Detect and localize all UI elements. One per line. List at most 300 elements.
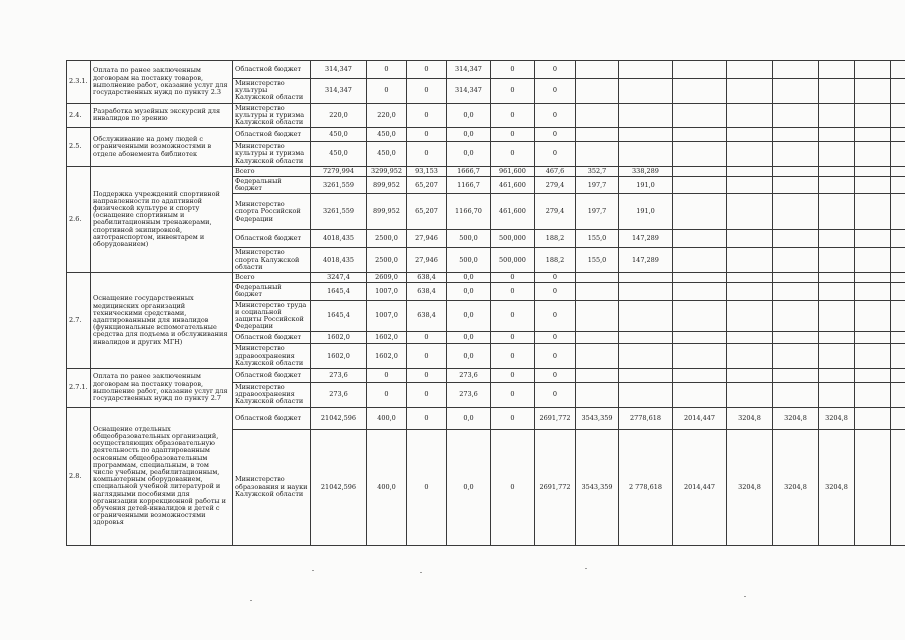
value-cell: 0 [407, 407, 447, 429]
table-row [67, 128, 905, 142]
table-row [67, 61, 905, 79]
value-cell: 0 [535, 61, 576, 79]
value-cell: 0 [535, 128, 576, 142]
value-cell: 0 [491, 344, 535, 369]
value-cell [673, 128, 727, 142]
value-cell [619, 369, 673, 383]
value-cell: 0 [535, 300, 576, 332]
value-cell [773, 369, 819, 383]
value-cell [891, 230, 905, 248]
value-cell [819, 300, 855, 332]
value-cell: 638,4 [407, 283, 447, 300]
funding-source: Областной бюджет [233, 369, 311, 383]
value-cell [619, 300, 673, 332]
value-cell: 273,6 [311, 369, 367, 383]
scan-speck [312, 570, 314, 571]
value-cell [891, 61, 905, 79]
value-cell [773, 230, 819, 248]
value-cell: 0,0 [447, 128, 491, 142]
value-cell [773, 128, 819, 142]
value-cell [891, 429, 905, 545]
value-cell: 2778,618 [619, 407, 673, 429]
value-cell [819, 79, 855, 104]
value-cell: 65,207 [407, 194, 447, 230]
value-cell: 314,347 [311, 61, 367, 79]
value-cell: 899,952 [367, 177, 407, 194]
value-cell [773, 103, 819, 128]
value-cell [727, 128, 773, 142]
row-code: 2.8. [67, 407, 91, 545]
value-cell [891, 103, 905, 128]
value-cell [773, 300, 819, 332]
value-cell [619, 103, 673, 128]
value-cell: 3204,8 [727, 429, 773, 545]
value-cell: 500,0 [447, 230, 491, 248]
funding-source: Федеральный бюджет [233, 283, 311, 300]
value-cell [891, 177, 905, 194]
value-cell [673, 177, 727, 194]
value-cell [673, 273, 727, 283]
value-cell: 0 [407, 369, 447, 383]
value-cell: 65,207 [407, 177, 447, 194]
value-cell: 0 [491, 61, 535, 79]
value-cell: 3299,952 [367, 166, 407, 176]
value-cell: 0 [535, 273, 576, 283]
funding-source: Министерство образования и науки Калужской области [233, 429, 311, 545]
value-cell: 1645,4 [311, 283, 367, 300]
value-cell: 314,347 [447, 79, 491, 104]
value-cell: 155,0 [576, 230, 619, 248]
value-cell: 0 [491, 103, 535, 128]
value-cell: 0 [407, 332, 447, 344]
value-cell [576, 344, 619, 369]
value-cell: 0 [407, 61, 447, 79]
value-cell: 450,0 [367, 128, 407, 142]
value-cell [855, 273, 891, 283]
value-cell [855, 332, 891, 344]
funding-source: Всего [233, 273, 311, 283]
value-cell: 3204,8 [819, 429, 855, 545]
row-description: Оснащение государственных медицинских организаций техническими средствами, адаптированными для инвалидов (функциональные вспомогательные средства для подъема и обслуживания инвалидов и других МГН) [91, 273, 233, 369]
value-cell [727, 300, 773, 332]
value-cell [727, 194, 773, 230]
budget-table [66, 60, 905, 546]
value-cell: 467,6 [535, 166, 576, 176]
funding-source: Областной бюджет [233, 332, 311, 344]
value-cell: 3261,559 [311, 194, 367, 230]
value-cell: 3204,8 [819, 407, 855, 429]
value-cell: 0 [407, 128, 447, 142]
value-cell: 899,952 [367, 194, 407, 230]
value-cell [727, 230, 773, 248]
value-cell [891, 273, 905, 283]
value-cell: 0 [491, 142, 535, 167]
value-cell [673, 332, 727, 344]
value-cell: 0 [491, 369, 535, 383]
value-cell: 0,0 [447, 283, 491, 300]
value-cell: 273,6 [311, 383, 367, 408]
value-cell [855, 383, 891, 408]
value-cell [727, 142, 773, 167]
table-row [67, 369, 905, 383]
value-cell [576, 61, 619, 79]
value-cell [891, 407, 905, 429]
value-cell [619, 344, 673, 369]
value-cell: 21042,596 [311, 429, 367, 545]
value-cell [576, 142, 619, 167]
value-cell: 2014,447 [673, 407, 727, 429]
value-cell: 500,000 [491, 230, 535, 248]
value-cell: 0 [491, 273, 535, 283]
row-code: 2.6. [67, 166, 91, 272]
row-code: 2.4. [67, 103, 91, 128]
value-cell [673, 248, 727, 273]
value-cell [819, 177, 855, 194]
value-cell: 191,0 [619, 177, 673, 194]
value-cell: 155,0 [576, 248, 619, 273]
value-cell: 3204,8 [773, 429, 819, 545]
value-cell: 0 [491, 332, 535, 344]
funding-source: Всего [233, 166, 311, 176]
funding-source: Министерство труда и социальной защиты Российской Федерации [233, 300, 311, 332]
value-cell: 0,0 [447, 300, 491, 332]
value-cell: 1602,0 [311, 332, 367, 344]
value-cell [891, 344, 905, 369]
value-cell [619, 283, 673, 300]
value-cell [619, 79, 673, 104]
value-cell [673, 103, 727, 128]
value-cell: 279,4 [535, 177, 576, 194]
value-cell [891, 248, 905, 273]
value-cell: 1602,0 [311, 344, 367, 369]
row-description: Оснащение отдельных общеобразовательных организаций, осуществляющих образовательную деятельность по адаптированным основным общеобразовательным программам, специальным, в том числе учебным, реабилитационным, компьютерным оборудованием, специальной учебной литературой и наглядными пособиями для организации коррекционной работы и обучения детей-инвалидов и детей с ограниченными возможностями здоровья [91, 407, 233, 545]
value-cell: 0 [407, 429, 447, 545]
value-cell [855, 103, 891, 128]
value-cell: 961,600 [491, 166, 535, 176]
value-cell [891, 383, 905, 408]
value-cell: 1007,0 [367, 283, 407, 300]
value-cell: 2 778,618 [619, 429, 673, 545]
value-cell: 0 [535, 369, 576, 383]
value-cell [773, 142, 819, 167]
value-cell: 0 [407, 344, 447, 369]
value-cell: 220,0 [367, 103, 407, 128]
value-cell [819, 194, 855, 230]
value-cell: 0 [491, 79, 535, 104]
value-cell [819, 230, 855, 248]
value-cell [727, 166, 773, 176]
value-cell: 188,2 [535, 248, 576, 273]
value-cell [855, 369, 891, 383]
table-row [67, 103, 905, 128]
value-cell [819, 332, 855, 344]
value-cell [855, 61, 891, 79]
value-cell [576, 103, 619, 128]
value-cell [727, 273, 773, 283]
value-cell [727, 344, 773, 369]
row-code: 2.5. [67, 128, 91, 167]
value-cell: 0 [491, 300, 535, 332]
value-cell [727, 248, 773, 273]
value-cell [819, 344, 855, 369]
value-cell [773, 248, 819, 273]
value-cell: 0 [367, 383, 407, 408]
funding-source: Министерство культуры и туризма Калужской области [233, 103, 311, 128]
value-cell [891, 369, 905, 383]
scan-speck [420, 572, 422, 573]
value-cell [673, 283, 727, 300]
value-cell [819, 166, 855, 176]
value-cell [855, 79, 891, 104]
value-cell: 0 [491, 128, 535, 142]
value-cell: 450,0 [311, 142, 367, 167]
value-cell: 0 [407, 142, 447, 167]
value-cell [855, 300, 891, 332]
value-cell [891, 166, 905, 176]
value-cell: 4018,435 [311, 230, 367, 248]
value-cell: 0,0 [447, 407, 491, 429]
row-code: 2.7. [67, 273, 91, 369]
value-cell [773, 79, 819, 104]
value-cell: 3204,8 [727, 407, 773, 429]
value-cell: 450,0 [311, 128, 367, 142]
funding-source: Министерство здравоохранения Калужской области [233, 383, 311, 408]
value-cell [819, 283, 855, 300]
value-cell: 21042,596 [311, 407, 367, 429]
value-cell [619, 61, 673, 79]
funding-source: Министерство спорта Российской Федерации [233, 194, 311, 230]
value-cell: 400,0 [367, 429, 407, 545]
funding-source: Министерство спорта Калужской области [233, 248, 311, 273]
value-cell [673, 383, 727, 408]
scan-speck [744, 596, 746, 597]
scan-speck [585, 568, 587, 569]
value-cell [819, 369, 855, 383]
value-cell: 0 [535, 344, 576, 369]
value-cell [773, 61, 819, 79]
value-cell [673, 369, 727, 383]
row-description: Оплата по ранее заключенным договорам на поставку товаров, выполнение работ, оказание услуг для государственных нужд по пункту 2.7 [91, 369, 233, 408]
value-cell: 352,7 [576, 166, 619, 176]
value-cell [673, 79, 727, 104]
value-cell: 273,6 [447, 369, 491, 383]
value-cell [855, 344, 891, 369]
value-cell: 1166,7 [447, 177, 491, 194]
value-cell: 0 [535, 103, 576, 128]
value-cell: 0,0 [447, 429, 491, 545]
value-cell [727, 283, 773, 300]
value-cell: 314,347 [311, 79, 367, 104]
value-cell: 1007,0 [367, 300, 407, 332]
funding-source: Министерство культуры и туризма Калужской области [233, 142, 311, 167]
value-cell [773, 332, 819, 344]
value-cell [819, 128, 855, 142]
row-description: Разработка музейных экскурсий для инвалидов по зрению [91, 103, 233, 128]
value-cell [619, 273, 673, 283]
value-cell: 197,7 [576, 177, 619, 194]
value-cell [819, 273, 855, 283]
table-row [67, 407, 905, 429]
value-cell: 0,0 [447, 142, 491, 167]
value-cell: 1602,0 [367, 344, 407, 369]
table-row [67, 273, 905, 283]
value-cell [576, 79, 619, 104]
value-cell [727, 332, 773, 344]
value-cell: 27,946 [407, 248, 447, 273]
value-cell [727, 383, 773, 408]
value-cell [576, 332, 619, 344]
funding-source: Областной бюджет [233, 407, 311, 429]
funding-source: Областной бюджет [233, 230, 311, 248]
value-cell [576, 300, 619, 332]
value-cell: 273,6 [447, 383, 491, 408]
value-cell: 0 [367, 79, 407, 104]
value-cell [891, 300, 905, 332]
funding-source: Федеральный бюджет [233, 177, 311, 194]
funding-source: Областной бюджет [233, 128, 311, 142]
value-cell: 0 [535, 283, 576, 300]
funding-source: Областной бюджет [233, 61, 311, 79]
value-cell: 0 [407, 383, 447, 408]
value-cell: 2609,0 [367, 273, 407, 283]
value-cell [773, 383, 819, 408]
value-cell: 27,946 [407, 230, 447, 248]
value-cell [773, 177, 819, 194]
value-cell: 3247,4 [311, 273, 367, 283]
value-cell: 197,7 [576, 194, 619, 230]
value-cell: 1666,7 [447, 166, 491, 176]
value-cell: 0 [407, 103, 447, 128]
value-cell [855, 177, 891, 194]
value-cell [819, 248, 855, 273]
value-cell: 279,4 [535, 194, 576, 230]
funding-source: Министерство культуры Калужской области [233, 79, 311, 104]
value-cell [773, 273, 819, 283]
value-cell: 0 [491, 383, 535, 408]
value-cell: 2691,772 [535, 429, 576, 545]
value-cell [855, 128, 891, 142]
table-body [67, 61, 905, 546]
value-cell [773, 283, 819, 300]
value-cell [819, 103, 855, 128]
value-cell [673, 344, 727, 369]
value-cell: 0 [535, 142, 576, 167]
value-cell [773, 344, 819, 369]
value-cell [673, 230, 727, 248]
value-cell: 3204,8 [773, 407, 819, 429]
value-cell: 0 [491, 283, 535, 300]
value-cell [673, 300, 727, 332]
value-cell: 7279,994 [311, 166, 367, 176]
value-cell [773, 194, 819, 230]
row-description: Поддержка учреждений спортивной направленности по адаптивной физической культуре и спорту (оснащение спортивным и реабилитационным тренажерами, спортивной экипировкой, автотранспортом, инвентарем и оборудованием) [91, 166, 233, 272]
value-cell: 338,289 [619, 166, 673, 176]
value-cell: 188,2 [535, 230, 576, 248]
value-cell: 2500,0 [367, 230, 407, 248]
value-cell [855, 248, 891, 273]
value-cell [891, 142, 905, 167]
scan-speck [250, 600, 252, 601]
value-cell [819, 61, 855, 79]
value-cell: 1602,0 [367, 332, 407, 344]
value-cell: 461,600 [491, 177, 535, 194]
value-cell [891, 283, 905, 300]
value-cell [855, 283, 891, 300]
value-cell [619, 332, 673, 344]
value-cell: 0 [491, 429, 535, 545]
value-cell: 191,0 [619, 194, 673, 230]
value-cell: 3543,359 [576, 429, 619, 545]
value-cell: 0 [491, 407, 535, 429]
value-cell: 500,0 [447, 248, 491, 273]
value-cell: 0 [407, 79, 447, 104]
value-cell: 4018,435 [311, 248, 367, 273]
value-cell: 93,153 [407, 166, 447, 176]
value-cell [727, 177, 773, 194]
value-cell: 0 [535, 383, 576, 408]
row-code: 2.7.1. [67, 369, 91, 408]
value-cell: 500,000 [491, 248, 535, 273]
value-cell: 0 [535, 79, 576, 104]
value-cell [673, 166, 727, 176]
value-cell [576, 273, 619, 283]
value-cell: 147,289 [619, 230, 673, 248]
value-cell: 0,0 [447, 273, 491, 283]
value-cell: 400,0 [367, 407, 407, 429]
value-cell [855, 230, 891, 248]
value-cell [891, 332, 905, 344]
value-cell [819, 383, 855, 408]
table-row [67, 166, 905, 176]
row-description: Оплата по ранее заключенным договорам на поставку товаров, выполнение работ, оказание услуг для государственных нужд по пункту 2.3 [91, 61, 233, 104]
value-cell [773, 166, 819, 176]
value-cell [576, 369, 619, 383]
value-cell: 1645,4 [311, 300, 367, 332]
value-cell: 2691,772 [535, 407, 576, 429]
value-cell [619, 128, 673, 142]
value-cell [891, 194, 905, 230]
value-cell: 2014,447 [673, 429, 727, 545]
value-cell: 314,347 [447, 61, 491, 79]
value-cell [855, 166, 891, 176]
funding-source: Министерство здравоохранения Калужской области [233, 344, 311, 369]
value-cell: 1166,70 [447, 194, 491, 230]
value-cell: 638,4 [407, 300, 447, 332]
value-cell [619, 383, 673, 408]
row-code: 2.3.1. [67, 61, 91, 104]
value-cell [855, 407, 891, 429]
value-cell [576, 283, 619, 300]
value-cell [855, 142, 891, 167]
value-cell [727, 369, 773, 383]
value-cell: 147,289 [619, 248, 673, 273]
value-cell [727, 79, 773, 104]
value-cell [619, 142, 673, 167]
row-description: Обслуживание на дому людей с ограниченными возможностями в отделе абонемента библиотек [91, 128, 233, 167]
value-cell: 0 [535, 332, 576, 344]
value-cell [855, 429, 891, 545]
value-cell: 461,600 [491, 194, 535, 230]
value-cell: 0 [367, 369, 407, 383]
value-cell [727, 103, 773, 128]
value-cell [576, 383, 619, 408]
value-cell: 450,0 [367, 142, 407, 167]
value-cell [855, 194, 891, 230]
value-cell [673, 142, 727, 167]
value-cell: 0,0 [447, 344, 491, 369]
value-cell: 638,4 [407, 273, 447, 283]
value-cell: 0,0 [447, 332, 491, 344]
